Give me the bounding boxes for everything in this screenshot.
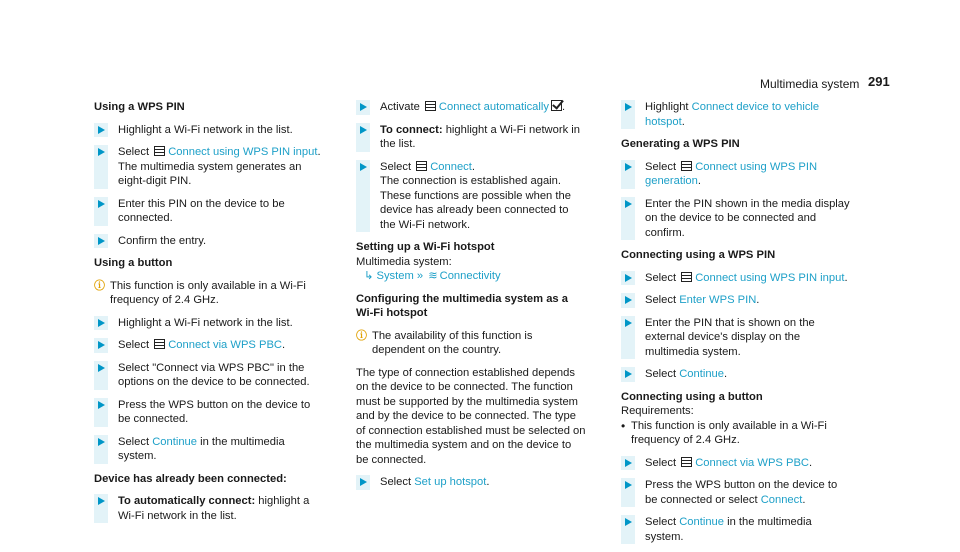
arrow-icon (356, 160, 370, 233)
arrow-icon (356, 100, 370, 115)
arrow-icon (621, 271, 635, 286)
arrow-icon (94, 145, 108, 189)
step (621, 197, 851, 241)
requirements-label: Requirements: (621, 405, 694, 417)
arrow-icon (94, 361, 108, 390)
menu-icon (681, 161, 692, 171)
menu-icon (681, 272, 692, 282)
step (621, 293, 851, 308)
step-text: Select (380, 476, 412, 488)
punct: . (471, 160, 475, 173)
arrow-icon (621, 100, 635, 129)
arrow-icon (621, 316, 635, 360)
step-text: Confirm the entry. (118, 234, 207, 247)
heading-generating-wps-pin: Generating a WPS PIN (621, 138, 740, 150)
step (356, 123, 586, 152)
menu-path-connectivity[interactable]: Connectivity (439, 270, 501, 282)
step-body: The connection is established again. These functions are possible when the device has already been connected to the Wi-Fi network. (380, 175, 571, 231)
arrow-icon (94, 234, 108, 249)
menu-icon (681, 457, 692, 467)
column-left (94, 100, 324, 531)
punct: . (724, 368, 728, 380)
double-chevron-icon: » (416, 270, 424, 282)
running-header: Multimedia system (760, 77, 860, 91)
heading-already-connected: Device has already been connected: (94, 472, 287, 485)
paragraph: The type of connection established depends on the device to be connected. The function must be supported by the multimedia system and by the device to be connected. The type of connection established must be selected on the multimedia system and on the device to be connected. (356, 366, 586, 466)
info-text: This function is only available in a Wi-Fi frequency of 2.4 GHz. (110, 279, 306, 306)
info-icon: ⓘ (356, 329, 367, 342)
menu-option-link[interactable]: Continue (679, 368, 724, 380)
arrow-icon (621, 160, 635, 189)
menu-option-link[interactable]: Connect via WPS PBC (168, 339, 282, 351)
step-text: Enter the PIN that is shown on the external device's display on the multimedia system. (645, 316, 815, 358)
step-label: To automatically connect: (118, 495, 256, 507)
arrow-icon (94, 435, 108, 464)
step (621, 478, 851, 507)
menu-option-link[interactable]: Connect device to vehicle hotspot (645, 101, 820, 128)
step-text: Select (118, 146, 150, 158)
path-arrow-icon: ↳ (364, 270, 374, 282)
step-text: Activate (380, 101, 420, 113)
info-text: The availability of this function is dependent on the country. (372, 329, 533, 356)
menu-option-link[interactable]: Connect using WPS PIN input (695, 271, 845, 284)
step (356, 160, 586, 233)
menu-path-system[interactable]: System (376, 270, 414, 282)
arrow-icon (356, 475, 370, 490)
step-text: Select (645, 368, 677, 380)
step-text: in the multimedia system. (645, 516, 812, 543)
arrow-icon (94, 398, 108, 427)
multimedia-system-label: Multimedia system: (356, 255, 452, 268)
step-text: Press the WPS button on the device to be connected. (118, 398, 311, 425)
step (621, 515, 851, 544)
step-text: Select (645, 516, 677, 528)
info-icon: ⓘ (94, 279, 105, 292)
arrow-icon (94, 123, 108, 138)
column-right (621, 100, 851, 552)
step-text: highlight a Wi-Fi network in the list. (380, 123, 580, 150)
step-text: highlight a Wi-Fi network in the list. (118, 495, 310, 522)
step-text: Enter this PIN on the device to be connected. (118, 197, 285, 224)
arrow-icon (621, 367, 635, 382)
arrow-icon (621, 478, 635, 507)
step-body: The multimedia system generates an eight-digit PIN. (118, 160, 302, 187)
step-label: To connect: (380, 123, 443, 136)
menu-option-link[interactable]: Set up hotspot (414, 476, 487, 488)
heading-connecting-wps-pin: Connecting using a WPS PIN (621, 249, 776, 261)
punct: . (697, 175, 701, 187)
arrow-icon (94, 316, 108, 331)
step-text: Enter the PIN shown in the media display on the device to be connected and confirm. (645, 197, 850, 239)
punct: . (282, 339, 286, 351)
menu-option-link[interactable]: Connect (760, 493, 803, 506)
step-text: Press the WPS button on the device to be connected or select (645, 479, 838, 506)
step (621, 456, 851, 471)
step (356, 100, 586, 115)
punct: . (681, 115, 685, 128)
step (94, 197, 324, 226)
heading-using-wps-pin: Using a WPS PIN (94, 101, 185, 113)
arrow-icon (621, 197, 635, 241)
step (94, 435, 324, 464)
step (621, 160, 851, 189)
step (621, 367, 851, 382)
step (621, 271, 851, 286)
step-text: Select (645, 456, 677, 469)
punct: . (317, 146, 321, 158)
step-text: Select (645, 294, 677, 306)
step (94, 398, 324, 427)
punct: . (756, 294, 760, 306)
arrow-icon (621, 293, 635, 308)
arrow-icon (621, 456, 635, 471)
step (94, 316, 324, 331)
punct: . (561, 101, 566, 113)
bullet-text: This function is only available in a Wi-Fi frequency of 2.4 GHz. (631, 419, 827, 446)
menu-icon (425, 101, 436, 111)
step-text: Highlight a Wi-Fi network in the list. (118, 123, 293, 136)
menu-option-link[interactable]: Enter WPS PIN (679, 294, 757, 306)
step (621, 100, 851, 129)
wifi-icon: ≋ (428, 270, 438, 282)
step-text: Highlight a Wi-Fi network in the list. (118, 316, 293, 329)
heading-wifi-hotspot: Setting up a Wi-Fi hotspot (356, 241, 495, 253)
heading-connecting-button: Connecting using a button (621, 390, 763, 403)
info-note (94, 279, 324, 308)
step (94, 338, 324, 353)
step (356, 475, 586, 490)
arrow-icon (94, 197, 108, 226)
step (94, 123, 324, 138)
punct: . (802, 493, 806, 506)
menu-icon (154, 146, 165, 156)
punct: . (844, 271, 848, 284)
menu-option-link[interactable]: Connect using WPS PIN input (168, 146, 318, 158)
step-text: in the multimedia system. (118, 435, 285, 462)
step-text: Select (645, 271, 677, 284)
menu-option-link[interactable]: Connect automatically (438, 101, 549, 113)
menu-option-link[interactable]: Connect via WPS PBC (695, 456, 809, 469)
step-text: Highlight (645, 101, 689, 113)
checkbox-checked-icon[interactable] (551, 100, 562, 111)
arrow-icon (621, 515, 635, 544)
info-note (356, 329, 586, 358)
step-text: Select "Connect via WPS PBC" in the options on the device to be connected. (118, 361, 310, 388)
heading-using-button: Using a button (94, 257, 173, 269)
step-text: Select (118, 435, 150, 448)
arrow-icon (94, 338, 108, 353)
step (94, 361, 324, 390)
step (94, 494, 324, 523)
punct: . (486, 476, 490, 488)
bullet-icon: • (621, 418, 626, 433)
step-text: Select (380, 160, 412, 173)
menu-option-link[interactable]: Continue (679, 516, 724, 528)
step-text: Select (118, 339, 150, 351)
heading-configure-hotspot: Configuring the multimedia system as a Wi-Fi hotspot (356, 292, 568, 319)
punct: . (809, 456, 813, 469)
step (94, 234, 324, 249)
menu-icon (416, 161, 427, 171)
column-middle (356, 100, 586, 498)
menu-option-link[interactable]: Connect using WPS PIN generation (645, 160, 818, 187)
menu-icon (154, 339, 165, 349)
bullet-item (621, 419, 851, 448)
arrow-icon (356, 123, 370, 152)
step (621, 316, 851, 360)
menu-path (356, 269, 586, 284)
menu-option-link[interactable]: Connect (430, 160, 472, 173)
menu-option-link[interactable]: Continue (152, 435, 197, 448)
step-text: Select (645, 160, 677, 173)
page-number: 291 (868, 74, 890, 89)
step (94, 145, 324, 189)
arrow-icon (94, 494, 108, 523)
